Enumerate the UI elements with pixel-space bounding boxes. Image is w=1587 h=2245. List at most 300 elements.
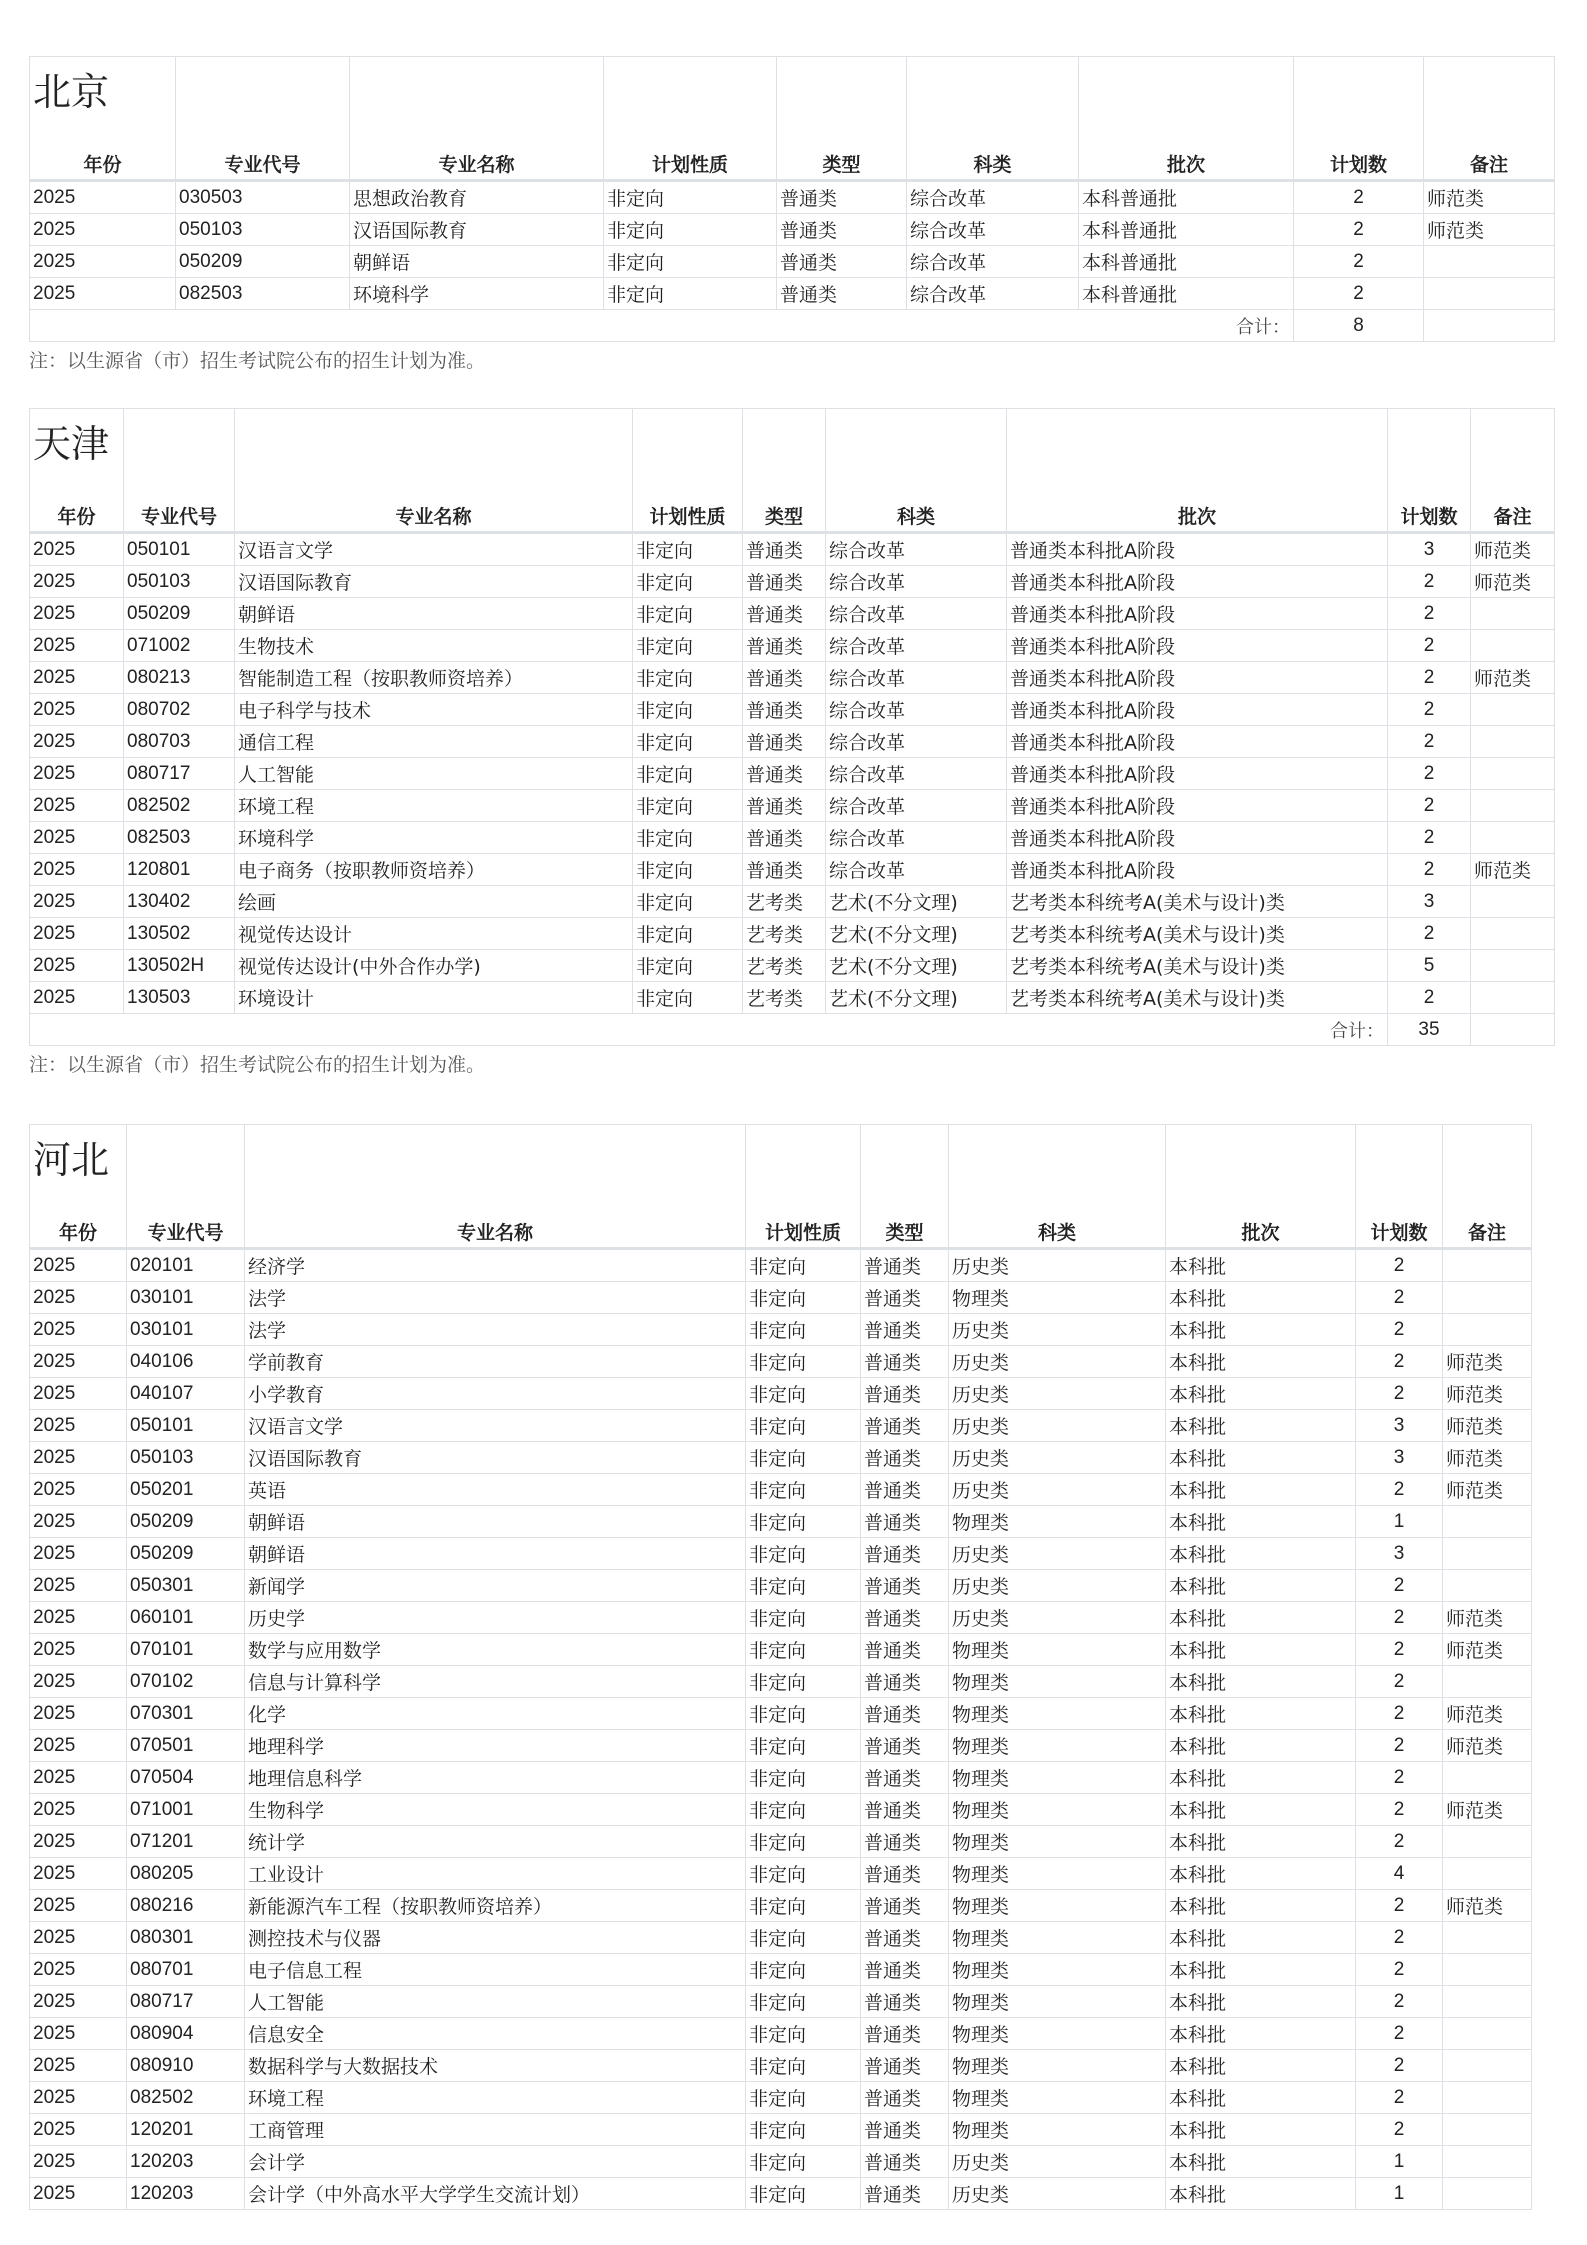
table-cell: 2025	[30, 181, 176, 214]
table-cell: 普通类	[861, 1730, 949, 1762]
table-cell: 080717	[127, 1986, 245, 2018]
table-cell: 非定向	[746, 1826, 861, 1858]
table-cell: 2025	[30, 1986, 127, 2018]
column-header-label: 专业代号	[147, 1222, 224, 1244]
table-cell: 本科批	[1166, 1442, 1356, 1474]
table-cell: 2025	[30, 1730, 127, 1762]
table-cell	[1443, 2050, 1532, 2082]
table-cell: 综合改革	[826, 662, 1007, 694]
table-cell: 普通类	[861, 1794, 949, 1826]
column-header	[1388, 409, 1471, 533]
table-cell: 电子信息工程	[245, 1954, 746, 1986]
table-cell: 普通类	[861, 1410, 949, 1442]
column-header-label: 计划数	[1400, 506, 1458, 528]
header-row	[30, 1125, 1532, 1249]
table-cell: 普通类本科批A阶段	[1007, 822, 1388, 854]
table-cell: 英语	[245, 1474, 746, 1506]
table-row	[30, 1730, 1532, 1762]
table-cell	[1424, 310, 1555, 342]
table-cell: 050209	[127, 1506, 245, 1538]
table-cell: 2025	[30, 1634, 127, 1666]
table-cell: 数据科学与大数据技术	[245, 2050, 746, 2082]
table-cell: 本科批	[1166, 1666, 1356, 1698]
table-cell: 3	[1388, 886, 1471, 918]
column-header	[127, 1125, 245, 1249]
table-cell: 2025	[30, 1794, 127, 1826]
table-cell: 非定向	[746, 2146, 861, 2178]
table-cell: 2025	[30, 533, 124, 566]
table-cell: 历史类	[949, 1602, 1166, 1634]
table-row	[30, 2178, 1532, 2210]
table-cell: 本科批	[1166, 1602, 1356, 1634]
table-cell: 080213	[124, 662, 235, 694]
table-cell: 综合改革	[826, 694, 1007, 726]
table-cell: 综合改革	[826, 726, 1007, 758]
table-cell	[1424, 246, 1555, 278]
total-label: 合计：	[30, 310, 1294, 342]
table-row	[30, 1538, 1532, 1570]
footnote: 注：以生源省（市）招生考试院公布的招生计划为准。	[29, 1054, 486, 1076]
table-cell: 普通类	[861, 2018, 949, 2050]
table-cell: 环境设计	[235, 982, 633, 1014]
table-cell: 080701	[127, 1954, 245, 1986]
table-cell: 新闻学	[245, 1570, 746, 1602]
table-cell: 工业设计	[245, 1858, 746, 1890]
column-header-label: 计划性质	[651, 154, 728, 176]
table-cell: 普通类	[861, 1442, 949, 1474]
table-cell: 物理类	[949, 1858, 1166, 1890]
table-cell	[1443, 1826, 1532, 1858]
column-header	[1471, 409, 1555, 533]
table-cell: 050201	[127, 1474, 245, 1506]
table-cell: 2	[1356, 1474, 1443, 1506]
table-cell: 2025	[30, 2178, 127, 2210]
table-cell: 普通类	[861, 1634, 949, 1666]
table-cell: 2025	[30, 1890, 127, 1922]
table-cell: 艺考类	[743, 886, 826, 918]
table-row	[30, 1474, 1532, 1506]
column-header-label: 批次	[1177, 506, 1216, 528]
column-header	[907, 57, 1079, 181]
column-header	[1166, 1125, 1356, 1249]
table-cell: 本科普通批	[1079, 246, 1294, 278]
column-header	[1424, 57, 1555, 181]
table-cell: 071201	[127, 1826, 245, 1858]
table-cell: 综合改革	[907, 246, 1079, 278]
table-cell: 040106	[127, 1346, 245, 1378]
table-cell	[1443, 2082, 1532, 2114]
table-cell: 艺考类本科统考A(美术与设计)类	[1007, 918, 1388, 950]
table-cell: 2025	[30, 1858, 127, 1890]
table-cell: 本科批	[1166, 2146, 1356, 2178]
table-row	[30, 1858, 1532, 1890]
table-cell: 080301	[127, 1922, 245, 1954]
column-header-label: 专业名称	[438, 154, 515, 176]
column-header-label: 科类	[973, 154, 1012, 176]
province-title: 天津	[33, 422, 110, 466]
table-cell: 普通类	[861, 2050, 949, 2082]
total-row	[30, 1014, 1555, 1046]
table-row	[30, 1346, 1532, 1378]
column-header-label: 批次	[1166, 154, 1205, 176]
table-cell: 2	[1356, 1634, 1443, 1666]
table-cell: 视觉传达设计(中外合作办学)	[235, 950, 633, 982]
table-cell: 普通类本科批A阶段	[1007, 662, 1388, 694]
table-cell: 视觉传达设计	[235, 918, 633, 950]
table-cell: 师范类	[1443, 1890, 1532, 1922]
table-cell: 080703	[124, 726, 235, 758]
table-cell: 非定向	[746, 1602, 861, 1634]
table-cell: 050101	[127, 1410, 245, 1442]
table-cell: 2	[1356, 2018, 1443, 2050]
table-cell: 物理类	[949, 1890, 1166, 1922]
table-row	[30, 598, 1555, 630]
table-cell: 本科批	[1166, 1794, 1356, 1826]
table-cell: 070501	[127, 1730, 245, 1762]
table-cell: 120203	[127, 2146, 245, 2178]
table-row	[30, 1282, 1532, 1314]
table-cell: 2	[1356, 1794, 1443, 1826]
table-cell: 综合改革	[826, 566, 1007, 598]
table-cell: 2	[1356, 1602, 1443, 1634]
table-cell: 新能源汽车工程（按职教师资培养）	[245, 1890, 746, 1922]
table-cell: 普通类	[861, 2114, 949, 2146]
table-cell: 汉语国际教育	[350, 214, 604, 246]
table-cell: 物理类	[949, 1794, 1166, 1826]
table-row	[30, 1954, 1532, 1986]
table-cell: 普通类本科批A阶段	[1007, 854, 1388, 886]
table-row	[30, 1826, 1532, 1858]
table-cell: 2	[1388, 726, 1471, 758]
table-row	[30, 1890, 1532, 1922]
table-cell: 普通类	[861, 1858, 949, 1890]
table-cell: 普通类	[861, 2082, 949, 2114]
table-cell: 2025	[30, 982, 124, 1014]
column-header	[350, 57, 604, 181]
column-header	[176, 57, 350, 181]
table-cell	[1443, 1249, 1532, 1282]
column-header-label: 专业代号	[224, 154, 301, 176]
table-cell: 非定向	[746, 2050, 861, 2082]
table-cell: 师范类	[1443, 1794, 1532, 1826]
table-cell: 普通类	[861, 1314, 949, 1346]
table-cell: 师范类	[1443, 1474, 1532, 1506]
table-cell: 会计学	[245, 2146, 746, 2178]
table-cell: 2025	[30, 1282, 127, 1314]
table-cell: 艺术(不分文理)	[826, 918, 1007, 950]
table-cell: 030101	[127, 1282, 245, 1314]
table-cell: 4	[1356, 1858, 1443, 1890]
table-cell: 2	[1356, 1666, 1443, 1698]
table-cell: 普通类	[743, 630, 826, 662]
table-cell: 130502H	[124, 950, 235, 982]
column-header-label: 科类	[1037, 1222, 1076, 1244]
table-cell: 120801	[124, 854, 235, 886]
table-cell: 2025	[30, 1570, 127, 1602]
section-tianjin	[29, 408, 1555, 1077]
table-cell: 本科普通批	[1079, 181, 1294, 214]
table-cell: 本科批	[1166, 1249, 1356, 1282]
table-cell: 2	[1294, 214, 1424, 246]
column-header	[245, 1125, 746, 1249]
table-cell: 非定向	[746, 2114, 861, 2146]
table-cell: 3	[1388, 533, 1471, 566]
table-cell: 化学	[245, 1698, 746, 1730]
table-cell: 普通类	[861, 1922, 949, 1954]
table-cell: 师范类	[1443, 1442, 1532, 1474]
table-cell: 2	[1388, 630, 1471, 662]
table-row	[30, 181, 1555, 214]
table-cell: 本科批	[1166, 1346, 1356, 1378]
table-cell: 070102	[127, 1666, 245, 1698]
table-cell: 2025	[30, 1410, 127, 1442]
table-cell: 2	[1356, 1346, 1443, 1378]
column-header-label: 科类	[896, 506, 935, 528]
table-cell: 通信工程	[235, 726, 633, 758]
table-cell: 2	[1356, 1282, 1443, 1314]
table-cell: 2	[1356, 1762, 1443, 1794]
column-header-label: 专业名称	[456, 1222, 533, 1244]
table-cell: 历史类	[949, 1314, 1166, 1346]
table-cell: 2025	[30, 566, 124, 598]
table-cell: 2	[1388, 758, 1471, 790]
column-header	[30, 409, 124, 533]
table-cell: 物理类	[949, 2114, 1166, 2146]
table-row	[30, 982, 1555, 1014]
total-row	[30, 310, 1555, 342]
table-cell: 本科批	[1166, 1474, 1356, 1506]
table-row	[30, 854, 1555, 886]
table-cell: 2	[1356, 2082, 1443, 2114]
table-cell: 2	[1388, 854, 1471, 886]
table-cell: 非定向	[746, 2018, 861, 2050]
table-cell: 物理类	[949, 1730, 1166, 1762]
table-cell: 朝鲜语	[245, 1538, 746, 1570]
table-cell	[1443, 2178, 1532, 2210]
column-header	[949, 1125, 1166, 1249]
column-header-label: 备注	[1469, 154, 1508, 176]
table-cell: 082502	[124, 790, 235, 822]
table-cell: 师范类	[1471, 533, 1555, 566]
table-cell: 历史类	[949, 1474, 1166, 1506]
table-cell: 2025	[30, 1698, 127, 1730]
table-row	[30, 822, 1555, 854]
table-cell: 历史学	[245, 1602, 746, 1634]
column-header	[1079, 57, 1294, 181]
table-cell: 普通类	[861, 1538, 949, 1570]
column-header	[604, 57, 777, 181]
table-cell: 2025	[30, 1506, 127, 1538]
table-cell: 普通类本科批A阶段	[1007, 726, 1388, 758]
table-cell	[1443, 2018, 1532, 2050]
table-cell: 2	[1356, 1922, 1443, 1954]
table-cell: 2025	[30, 1442, 127, 1474]
table-cell: 2025	[30, 854, 124, 886]
table-cell	[1471, 598, 1555, 630]
table-cell: 信息与计算科学	[245, 1666, 746, 1698]
table-cell: 普通类	[861, 1282, 949, 1314]
total-value: 8	[1294, 310, 1424, 342]
table-cell: 普通类本科批A阶段	[1007, 630, 1388, 662]
table-cell	[1443, 1666, 1532, 1698]
table-cell: 物理类	[949, 2050, 1166, 2082]
table-cell	[1471, 1014, 1555, 1046]
table-cell: 学前教育	[245, 1346, 746, 1378]
table-cell: 普通类	[743, 854, 826, 886]
table-cell: 师范类	[1471, 566, 1555, 598]
column-header-label: 备注	[1493, 506, 1532, 528]
header-row	[30, 409, 1555, 533]
table-cell: 2	[1356, 1378, 1443, 1410]
column-header	[746, 1125, 861, 1249]
table-cell: 070504	[127, 1762, 245, 1794]
section-hebei	[29, 1124, 1532, 2210]
section-beijing	[29, 56, 1555, 373]
table-cell: 普通类本科批A阶段	[1007, 566, 1388, 598]
table-cell: 2	[1294, 181, 1424, 214]
table-row	[30, 758, 1555, 790]
table-cell: 生物技术	[235, 630, 633, 662]
table-cell: 艺术(不分文理)	[826, 950, 1007, 982]
table-cell: 历史类	[949, 1538, 1166, 1570]
table-cell: 本科批	[1166, 2178, 1356, 2210]
table-cell: 普通类	[743, 694, 826, 726]
table-cell: 2025	[30, 1249, 127, 1282]
table-cell: 130402	[124, 886, 235, 918]
table-cell: 普通类	[743, 822, 826, 854]
table-row	[30, 1506, 1532, 1538]
table-cell: 2025	[30, 1826, 127, 1858]
table-cell: 本科批	[1166, 1634, 1356, 1666]
table-cell: 非定向	[746, 1474, 861, 1506]
table-cell: 2	[1356, 1954, 1443, 1986]
table-cell: 普通类	[861, 1378, 949, 1410]
table-cell: 物理类	[949, 1954, 1166, 1986]
table-row	[30, 1762, 1532, 1794]
table-row	[30, 1442, 1532, 1474]
column-header	[235, 409, 633, 533]
table-cell: 小学教育	[245, 1378, 746, 1410]
table-cell: 2025	[30, 2114, 127, 2146]
table-cell: 师范类	[1471, 662, 1555, 694]
table-cell: 普通类	[777, 214, 907, 246]
table-cell: 1	[1356, 2178, 1443, 2210]
table-cell: 师范类	[1443, 1634, 1532, 1666]
table-cell: 普通类	[861, 1890, 949, 1922]
table-cell: 本科批	[1166, 1538, 1356, 1570]
admission-plan-table	[29, 56, 1555, 342]
table-cell: 非定向	[633, 694, 743, 726]
table-cell: 082503	[176, 278, 350, 310]
table-cell: 2025	[30, 1602, 127, 1634]
table-cell: 朝鲜语	[245, 1506, 746, 1538]
table-cell: 历史类	[949, 1378, 1166, 1410]
table-row	[30, 214, 1555, 246]
table-cell: 2025	[30, 1666, 127, 1698]
table-cell: 2025	[30, 886, 124, 918]
table-cell: 经济学	[245, 1249, 746, 1282]
table-cell: 非定向	[633, 533, 743, 566]
table-cell: 综合改革	[907, 278, 1079, 310]
table-cell: 统计学	[245, 1826, 746, 1858]
admission-plan-table	[29, 408, 1555, 1046]
column-header	[743, 409, 826, 533]
table-cell: 非定向	[746, 1794, 861, 1826]
table-cell: 综合改革	[826, 630, 1007, 662]
table-cell: 2025	[30, 790, 124, 822]
table-cell	[1443, 1314, 1532, 1346]
table-cell: 艺术(不分文理)	[826, 886, 1007, 918]
table-cell: 物理类	[949, 1506, 1166, 1538]
table-cell: 本科批	[1166, 2050, 1356, 2082]
table-cell: 非定向	[633, 950, 743, 982]
column-header-label: 类型	[764, 506, 803, 528]
table-row	[30, 2050, 1532, 2082]
table-cell: 2025	[30, 758, 124, 790]
table-cell: 本科批	[1166, 1986, 1356, 2018]
table-cell: 2025	[30, 278, 176, 310]
table-cell: 普通类	[861, 1826, 949, 1858]
table-cell	[1471, 950, 1555, 982]
table-cell: 普通类	[743, 566, 826, 598]
table-cell: 130502	[124, 918, 235, 950]
table-cell: 思想政治教育	[350, 181, 604, 214]
table-cell: 2	[1388, 662, 1471, 694]
table-cell	[1443, 1954, 1532, 1986]
table-cell: 非定向	[746, 1954, 861, 1986]
table-cell: 030101	[127, 1314, 245, 1346]
table-cell	[1471, 982, 1555, 1014]
table-cell: 1	[1356, 2146, 1443, 2178]
table-cell: 2	[1356, 1698, 1443, 1730]
table-cell: 普通类	[861, 1346, 949, 1378]
table-row	[30, 2018, 1532, 2050]
table-cell: 050209	[124, 598, 235, 630]
table-cell: 环境工程	[235, 790, 633, 822]
table-cell: 130503	[124, 982, 235, 1014]
column-header-label: 计划数	[1329, 154, 1387, 176]
table-cell: 本科批	[1166, 2082, 1356, 2114]
province-title: 河北	[33, 1138, 110, 1182]
table-cell: 艺考类	[743, 918, 826, 950]
table-row	[30, 566, 1555, 598]
table-cell: 人工智能	[245, 1986, 746, 2018]
table-cell: 非定向	[633, 598, 743, 630]
table-cell: 2	[1388, 566, 1471, 598]
table-cell: 普通类	[861, 1986, 949, 2018]
table-cell: 2025	[30, 726, 124, 758]
table-cell: 艺考类本科统考A(美术与设计)类	[1007, 886, 1388, 918]
table-cell: 普通类	[861, 1762, 949, 1794]
table-cell: 060101	[127, 1602, 245, 1634]
table-cell: 非定向	[746, 1442, 861, 1474]
table-cell: 非定向	[746, 1249, 861, 1282]
table-cell: 历史类	[949, 2178, 1166, 2210]
table-cell: 普通类本科批A阶段	[1007, 790, 1388, 822]
table-cell: 历史类	[949, 1249, 1166, 1282]
table-cell: 2025	[30, 1378, 127, 1410]
table-cell: 050301	[127, 1570, 245, 1602]
table-cell: 非定向	[633, 662, 743, 694]
table-cell: 070101	[127, 1634, 245, 1666]
table-cell: 非定向	[633, 566, 743, 598]
table-cell: 非定向	[604, 278, 777, 310]
table-cell	[1443, 1538, 1532, 1570]
table-cell	[1471, 694, 1555, 726]
table-cell: 绘画	[235, 886, 633, 918]
table-cell: 2025	[30, 1922, 127, 1954]
table-cell: 艺考类	[743, 950, 826, 982]
